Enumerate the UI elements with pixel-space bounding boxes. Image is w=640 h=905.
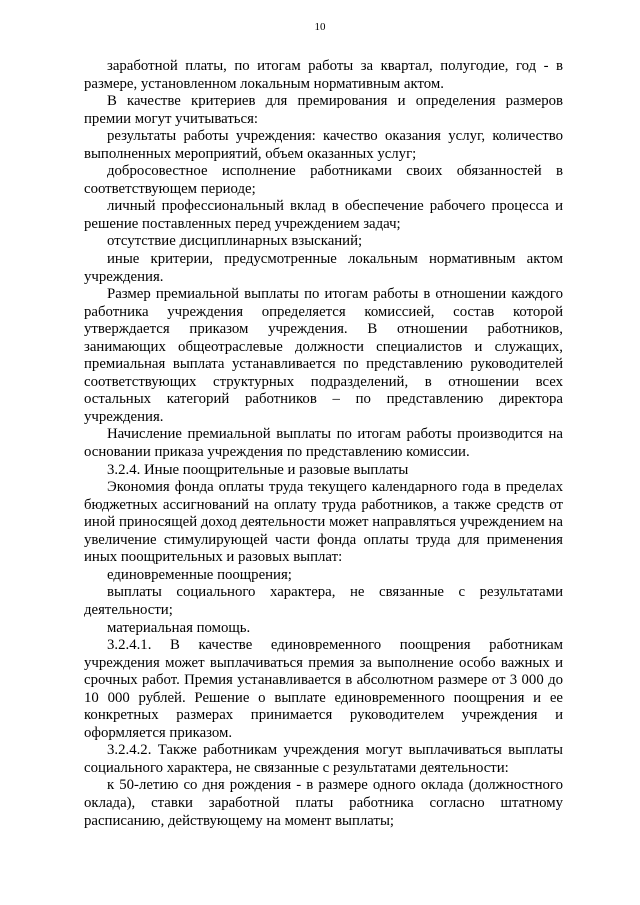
payment-item-one-time: единовременные поощрения; [107,566,292,583]
paragraph-3-2-4-2: 3.2.4.2. Также работникам учреждения могут выплачиваться выплаты социального характера, не связанные с результатами деятельности: [84,742,563,776]
paragraph-3-2-4-1: 3.2.4.1. В качестве единовременного поощрения работникам учреждения может выплачиваться премия за выполнение особо важных и срочных работ. Премия устанавливается в абсолютном размере от 3 000 до 10 000 рублей. Решение о выплате единовременного поощрения и ее конкретных размерах принимается руководителем учреждения и оформляется приказом. [84,637,563,741]
criteria-item-no-penalties: отсутствие дисциплинарных взысканий; [107,233,363,250]
paragraph-bonus-amount: Размер премиальной выплаты по итогам работы в отношении каждого работника учреждения определяется комиссией, состав которой утверждается приказом учреждения. В отношении работников, занимающих общеотраслевые должности специалистов и служащих, премиальная выплата устанавливается по представлению руководителей соответствующих структурных подразделений, в отношении всех остальных категорий работников – по представлению директора учреждения. [84,286,563,425]
section-heading-3-2-4: 3.2.4. Иные поощрительные и разовые выплаты [107,461,409,478]
criteria-item-other: иные критерии, предусмотренные локальным нормативным актом учреждения. [84,251,563,285]
page-number: 10 [314,21,326,33]
paragraph-bonus-accrual: Начисление премиальной выплаты по итогам работы производится на основании приказа учреждения по представлению комиссии. [84,426,563,461]
criteria-item-duties: добросовестное исполнение работниками своих обязанностей в соответствующем периоде; [84,163,563,197]
paragraph-bonus-period-continuation: заработной платы, по итогам работы за квартал, полугодие, год - в размере, установленном локальным нормативным актом. [84,58,563,92]
criteria-item-results: результаты работы учреждения: качество оказания услуг, количество выполненных мероприятий, объем оказанных услуг; [84,128,563,162]
paragraph-payroll-savings: Экономия фонда оплаты труда текущего календарного года в пределах бюджетных ассигнований на оплату труда работников, а также средств от иной приносящей доход деятельности может направляться учреждением на увеличение стимулирующей части фонда оплаты труда для применения иных поощрительных и разовых выплат: [84,479,563,566]
paragraph-bonus-criteria-intro: В качестве критериев для премирования и определения размеров премии могут учитываться: [84,93,563,127]
criteria-item-contribution: личный профессиональный вклад в обеспечение рабочего процесса и решение поставленных перед учреждением задач; [84,198,563,232]
payment-item-material-aid: материальная помощь. [107,619,251,636]
paragraph-anniversary-payment: к 50-летию со дня рождения - в размере одного оклада (должностного оклада), ставки заработной платы работника согласно штатному расписанию, действующему на момент выплаты; [84,777,563,829]
document-body [84,58,563,830]
payment-item-social: выплаты социального характера, не связанные с результатами деятельности; [84,584,563,618]
